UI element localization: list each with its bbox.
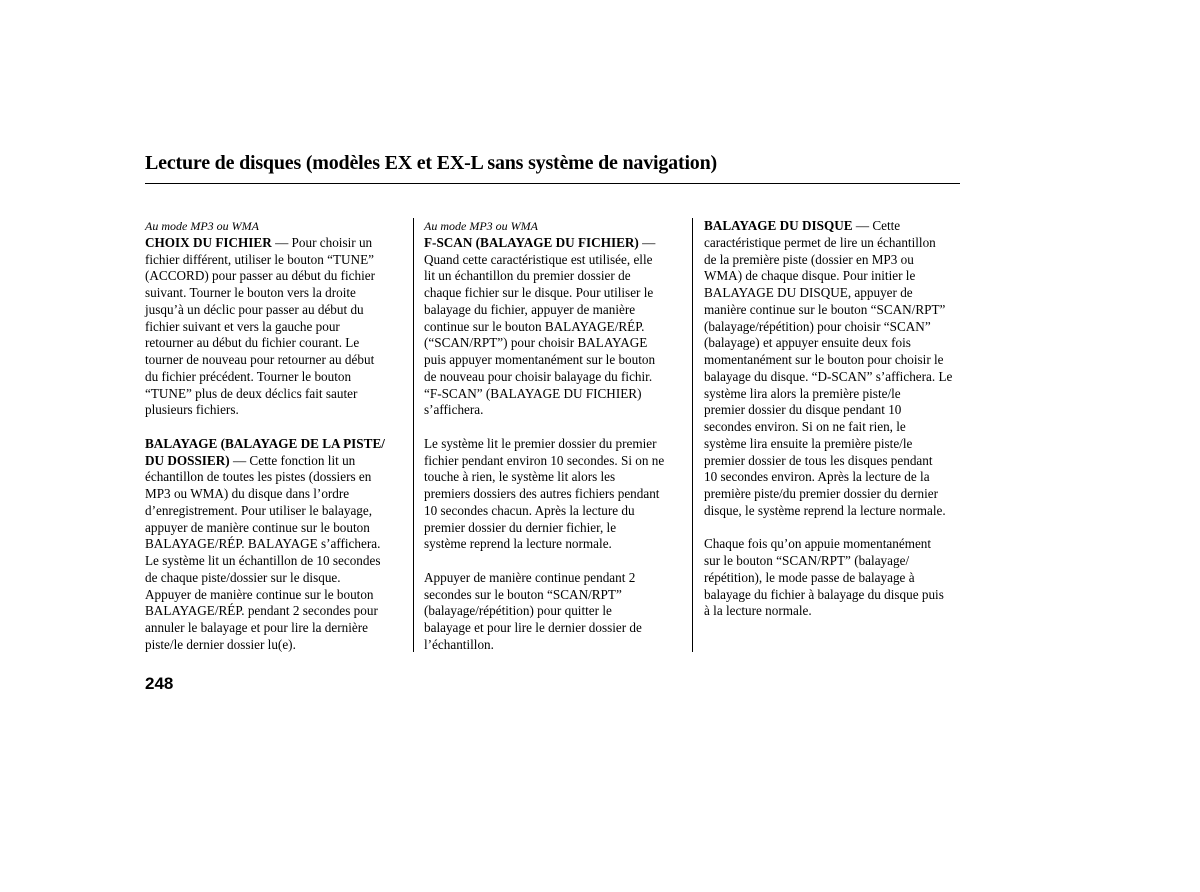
- text-line: premier dossier du dernier fichier, le: [424, 519, 617, 535]
- text-line: (“SCAN/RPT”) pour choisir BALAYAGE: [424, 335, 648, 351]
- text-line: balayage du fichier à balayage du disque puis: [704, 586, 944, 602]
- text-line: premier dossier de tous les disques pendant: [704, 452, 933, 468]
- text-line: annuler le balayage et pour lire la dernière: [145, 620, 368, 635]
- text-line: “F-SCAN” (BALAYAGE DU FICHIER): [424, 385, 642, 401]
- text-line: (balayage) et appuyer ensuite deux fois: [704, 335, 911, 351]
- text-line: de nouveau pour choisir balayage du fichir.: [424, 368, 653, 384]
- text-line: WMA) de chaque disque. Pour initier le: [704, 268, 916, 284]
- text-line: tourner de nouveau pour retourner au début: [145, 352, 375, 367]
- text-line: fichier pendant environ 10 secondes. Si on ne: [424, 452, 665, 468]
- text-line: balayage et pour lire le dernier dossier de: [424, 620, 642, 635]
- text-line: appuyer de manière continue sur le bouton: [145, 519, 370, 535]
- text-line: retourner au début du fichier courant. Le: [145, 335, 360, 351]
- text-line: premiers dossiers des autres fichiers pendant: [424, 486, 660, 501]
- paragraph: [424, 252, 686, 420]
- text-line: chaque fichier sur le disque. Pour utiliser le: [424, 285, 654, 300]
- text-line: de la première piste (dossier en MP3 ou: [704, 251, 914, 267]
- section-heading: BALAYAGE (BALAYAGE DE LA PISTE/: [145, 435, 385, 451]
- text-line: momentanément sur le bouton pour choisir le: [704, 352, 944, 367]
- text-line: Le système lit un échantillon de 10 secondes: [145, 553, 381, 568]
- text-line: échantillon de toutes les pistes (dossiers en: [145, 469, 372, 485]
- mode-label: Au mode MP3 ou WMA: [145, 219, 259, 233]
- text-line: Chaque fois qu’on appuie momentanément: [704, 536, 932, 552]
- text-line: MP3 ou WMA) du disque dans l’ordre: [145, 486, 350, 501]
- text-line: caractéristique permet de lire un échantillon: [704, 234, 936, 250]
- text-line: (ACCORD) pour passer au début du fichier: [145, 268, 375, 284]
- column-3: [704, 218, 966, 620]
- text-line: d’enregistrement. Pour utiliser le balayage,: [145, 502, 373, 518]
- text-line: à la lecture normale.: [704, 603, 812, 619]
- text-line: Appuyer de manière continue sur le bouton: [145, 586, 374, 602]
- text-line: de chaque piste/dossier sur le disque.: [145, 569, 341, 585]
- text-line: continue sur le bouton BALAYAGE/RÉP.: [424, 318, 645, 334]
- paragraph: [704, 235, 966, 520]
- text-line: BALAYAGE DU DISQUE, appuyer de: [704, 285, 913, 300]
- text-line: système reprend la lecture normale.: [424, 536, 612, 552]
- text-line: plusieurs fichiers.: [145, 402, 239, 418]
- text-line: première piste/du premier dossier du dernier: [704, 486, 938, 501]
- paragraph-text: Cette fonction lit un: [249, 452, 356, 468]
- section-heading: BALAYAGE DU DISQUE: [704, 218, 853, 233]
- text-line: 10 secondes environ. Après la lecture de la: [704, 469, 930, 485]
- text-line: 10 secondes chacun. Après la lecture du: [424, 502, 635, 518]
- paragraph: [424, 570, 686, 654]
- text-line: s’affichera.: [424, 402, 484, 418]
- text-line: manière continue sur le bouton “SCAN/RPT”: [704, 301, 946, 317]
- text-line: BALAYAGE/RÉP. pendant 2 secondes pour: [145, 603, 378, 619]
- paragraph-first-line: F-SCAN (BALAYAGE DU FICHIER) —: [424, 234, 656, 250]
- text-line: répétition), le mode passe de balayage à: [704, 569, 915, 585]
- text-line: fichier suivant et vers la gauche pour: [145, 318, 340, 334]
- paragraph-text: Pour choisir un: [291, 234, 373, 250]
- text-line: lit un échantillon du premier dossier de: [424, 268, 631, 284]
- text-line: BALAYAGE/RÉP. BALAYAGE s’affichera.: [145, 536, 381, 552]
- text-line: premier dossier du disque pendant 10: [704, 402, 902, 418]
- title-underline: [145, 183, 960, 184]
- paragraph-first-line: CHOIX DU FICHIER — Pour choisir un: [145, 234, 373, 250]
- text-line: système lira alors la première piste/le: [704, 385, 901, 401]
- paragraph: [145, 469, 407, 653]
- paragraph: [704, 536, 966, 620]
- paragraph: [145, 252, 407, 420]
- text-line: (balayage/répétition) pour choisir “SCAN”: [704, 318, 931, 334]
- text-line: puis appuyer momentanément sur le bouton: [424, 352, 656, 367]
- column-2: [424, 218, 686, 654]
- mode-label: Au mode MP3 ou WMA: [424, 219, 538, 233]
- text-line: l’échantillon.: [424, 636, 494, 652]
- text-line: fichier différent, utiliser le bouton “TUNE”: [145, 251, 374, 267]
- paragraph-first-line: DU DOSSIER) — Cette fonction lit un: [145, 452, 356, 468]
- column-divider: [413, 218, 414, 652]
- text-line: Quand cette caractéristique est utilisée, elle: [424, 251, 653, 267]
- text-line: système lira ensuite la première piste/le: [704, 435, 913, 451]
- text-line: piste/le dernier dossier lu(e).: [145, 636, 296, 652]
- text-line: (balayage/répétition) pour quitter le: [424, 603, 612, 619]
- text-line: Le système lit le premier dossier du premier: [424, 435, 657, 451]
- text-line: secondes environ. Si on ne fait rien, le: [704, 419, 906, 434]
- section-heading: DU DOSSIER): [145, 452, 230, 468]
- section-heading: CHOIX DU FICHIER: [145, 234, 272, 250]
- text-line: touche à rien, le système lit alors les: [424, 469, 616, 485]
- section-heading: F-SCAN (BALAYAGE DU FICHIER): [424, 234, 639, 250]
- page-title: Lecture de disques (modèles EX et EX-L sans système de navigation): [145, 152, 717, 174]
- column-1: [145, 218, 407, 654]
- text-line: secondes sur le bouton “SCAN/RPT”: [424, 586, 622, 602]
- paragraph-first-line: BALAYAGE DU DISQUE — Cette: [704, 218, 901, 233]
- paragraph: [424, 436, 686, 553]
- text-line: disque, le système reprend la lecture normale.: [704, 502, 946, 518]
- text-line: sur le bouton “SCAN/RPT” (balayage/: [704, 553, 910, 568]
- text-line: balayage du disque. “D-SCAN” s’affichera. Le: [704, 368, 953, 384]
- page-number: 248: [145, 674, 174, 693]
- text-line: balayage du fichier, appuyer de manière: [424, 301, 636, 317]
- text-line: suivant. Tourner le bouton vers la droite: [145, 285, 356, 300]
- paragraph-text: Cette: [872, 218, 901, 233]
- text-line: Appuyer de manière continue pendant 2: [424, 569, 636, 585]
- text-line: jusqu’à un déclic pour passer au début du: [145, 301, 364, 317]
- column-divider: [692, 218, 693, 652]
- text-line: “TUNE” plus de deux déclics fait sauter: [145, 385, 358, 401]
- text-line: du fichier précédent. Tourner le bouton: [145, 368, 352, 384]
